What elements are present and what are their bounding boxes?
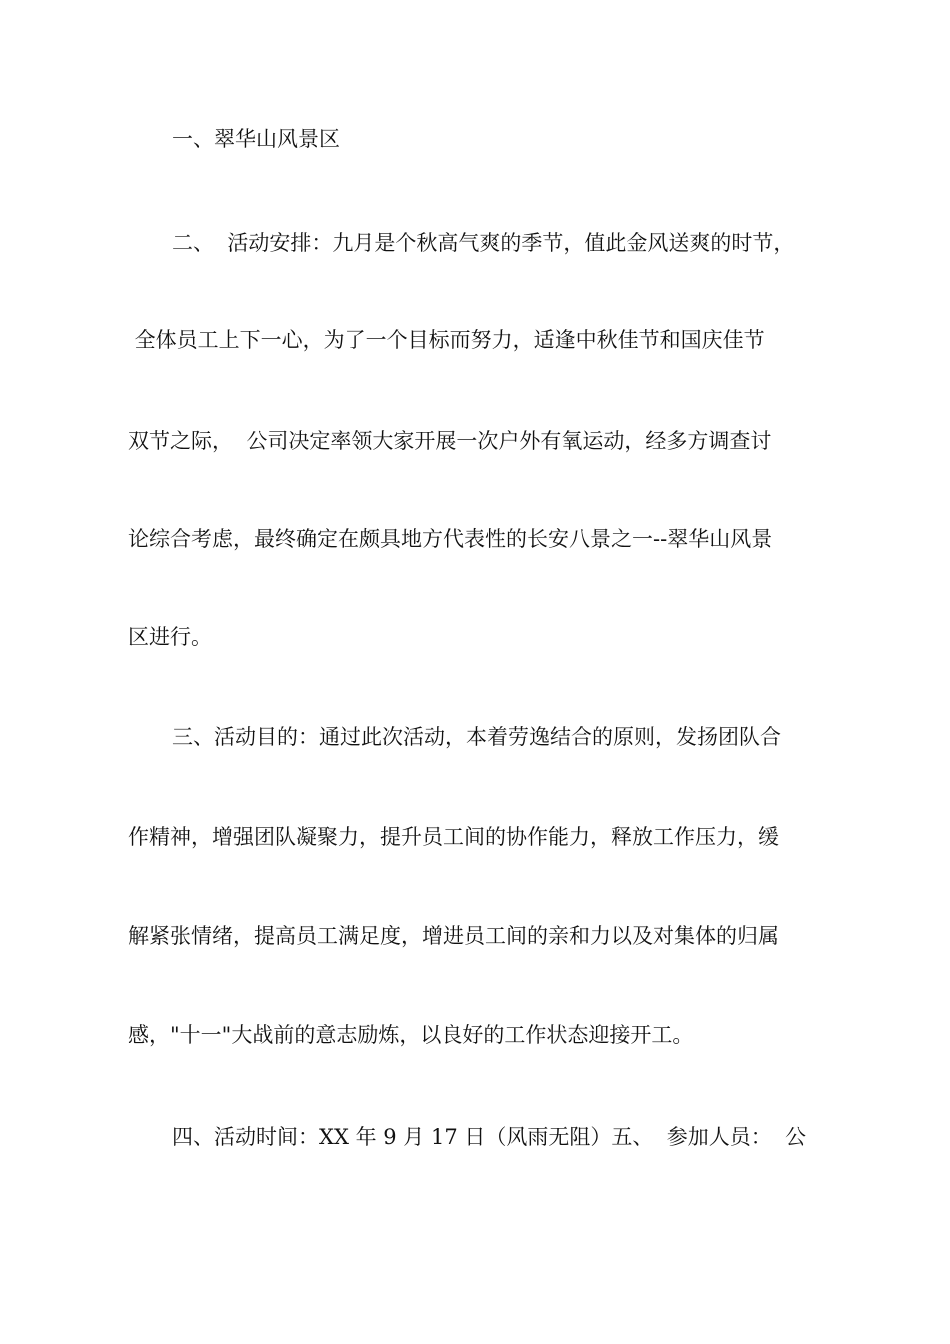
paragraph-activity-arrangement-line-1: 二、 活动安排：九月是个秋高气爽的季节，值此金风送爽的时节， <box>172 231 795 255</box>
paragraph-activity-arrangement-line-3: 双节之际， 公司决定率领大家开展一次户外有氧运动，经多方调查讨 <box>128 429 772 453</box>
paragraph-activity-arrangement-line-4: 论综合考虑，最终确定在颇具地方代表性的长安八景之一--翠华山风景 <box>128 527 773 551</box>
paragraph-activity-purpose-line-2: 作精神，增强团队凝聚力，提升员工间的协作能力，释放工作压力，缓 <box>128 825 779 849</box>
paragraph-activity-time-participants: 四、活动时间：XX 年 9 月 17 日（风雨无阻）五、 参加人员： 公 <box>172 1125 807 1149</box>
paragraph-activity-arrangement-line-5: 区进行。 <box>128 625 212 649</box>
paragraph-activity-purpose-line-3: 解紧张情绪，提高员工满足度，增进员工间的亲和力以及对集体的归属 <box>128 924 779 948</box>
heading-location: 一、翠华山风景区 <box>172 127 340 151</box>
paragraph-activity-arrangement-line-2: 全体员工上下一心，为了一个目标而努力，适逢中秋佳节和国庆佳节 <box>128 328 765 352</box>
paragraph-activity-purpose-line-1: 三、活动目的：通过此次活动，本着劳逸结合的原则，发扬团队合 <box>172 725 781 749</box>
paragraph-activity-purpose-line-4: 感，"十一"大战前的意志励炼，以良好的工作状态迎接开工。 <box>128 1023 694 1047</box>
